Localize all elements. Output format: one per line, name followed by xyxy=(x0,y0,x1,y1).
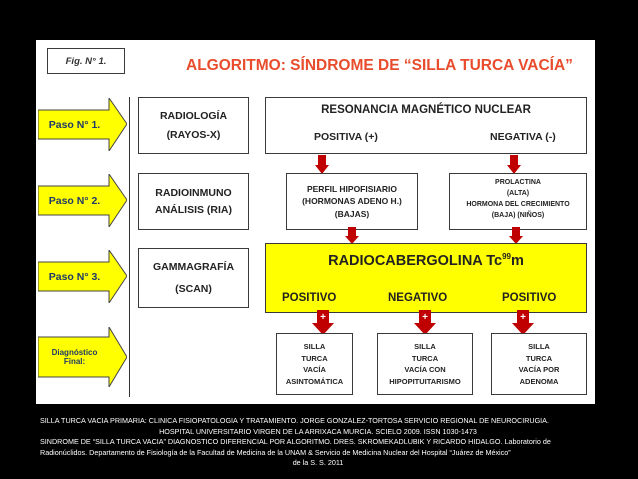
caption-line1: SILLA TURCA VACIA PRIMARIA: CLINICA FISIOPATOLOGIA Y TRATAMIENTO. JORGE GONZALEZ-TORTOSA SERVICIO REGIONAL DE NEUROCIRUGIA. xyxy=(40,416,549,425)
final-label-line1: Diagnóstico xyxy=(51,348,98,357)
final-2-line1: SILLA xyxy=(414,342,436,351)
radioinmuno-line1: RADIOINMUNO xyxy=(155,186,232,199)
final-box-asintomatica xyxy=(276,333,353,395)
perfil-line1: PERFIL HIPOFISIARIO xyxy=(306,183,398,194)
final-2-line3: VACÍA CON xyxy=(404,365,446,374)
radioinmuno-box xyxy=(138,173,249,230)
final-1-line1: SILLA xyxy=(303,342,326,351)
plus-sign-2: + xyxy=(422,312,428,323)
gammagrafia-box xyxy=(138,248,249,308)
step-2-label: Paso N° 2. xyxy=(48,194,101,207)
radiologia-line1: RADIOLOGÍA xyxy=(159,109,228,122)
plus-sign-3: + xyxy=(520,312,526,323)
final-3-line3: VACÍA POR xyxy=(518,365,560,374)
plus-arrow-2 xyxy=(414,310,436,335)
final-1-line3: VACÍA xyxy=(303,365,326,374)
radiocabergolina-text: RADIOCABERGOLINA Tc xyxy=(328,252,503,269)
step-3-label: Paso N° 3. xyxy=(48,270,101,283)
gammagrafia-line2: (SCAN) xyxy=(175,283,212,295)
final-label-line2: Final: xyxy=(63,357,86,366)
result-negativo: NEGATIVO xyxy=(388,292,448,304)
fig-label: Fig. N° 1. xyxy=(47,48,125,74)
arrow-prolactina-down xyxy=(509,227,523,244)
plus-arrow-3 xyxy=(512,310,534,335)
radiologia-line2: (RAYOS-X) xyxy=(166,128,221,141)
resonancia-positiva: POSITIVA (+) xyxy=(314,131,378,143)
final-2-line2: TURCA xyxy=(411,353,439,363)
resonancia-title: RESONANCIA MAGNÉTICO NUCLEAR xyxy=(321,104,531,116)
radiologia-box xyxy=(138,97,249,154)
left-divider-line xyxy=(129,97,130,397)
result-positivo-1: POSITIVO xyxy=(282,292,337,304)
diagram-title: ALGORITMO: SÍNDROME DE “SILLA TURCA VACÍA” xyxy=(186,57,573,74)
final-2-line4: HIPOPITUITARISMO xyxy=(389,376,461,386)
final-3-line4: ADENOMA xyxy=(519,376,559,386)
step-2-arrow xyxy=(38,174,127,227)
caption xyxy=(40,416,596,469)
plus-arrow-1 xyxy=(312,310,334,335)
final-diagnosis-arrow xyxy=(38,327,127,387)
perfil-line3: (BAJAS) xyxy=(334,208,370,219)
radiocabergolina-box xyxy=(265,243,587,313)
caption-line3: SINDROME DE “SILLA TURCA VACIA” DIAGNOSTICO DIFERENCIAL POR ALGORITMO. DRES. SKROMEKADLUBIK Y RICARDO HIDALGO. Laboratorio de xyxy=(40,437,551,446)
caption-line4: Radionúclidos. Departamento de Fisiología de la Facultad de Medicina de la UNAM & Servicio de Medicina Nuclear del Hospital “Juárez de México” xyxy=(40,447,511,457)
final-box-hipopituitarismo xyxy=(377,333,473,395)
perfil-hipofisiario-box xyxy=(286,173,418,230)
caption-line2: HOSPITAL UNIVERSITARIO VIRGEN DE LA ARRIXACA MURCIA. SCIELO 2009. ISSN 1030-1473 xyxy=(159,426,477,436)
gammagrafia-line1: GAMMAGRAFÍA xyxy=(152,261,235,273)
final-box-adenoma xyxy=(491,333,587,395)
final-3-line1: SILLA xyxy=(528,342,550,351)
radioinmuno-line2: ANÁLISIS (RIA) xyxy=(155,203,232,216)
perfil-line2: (HORMONAS ADENO H.) xyxy=(302,196,402,207)
resonancia-negativa: NEGATIVA (-) xyxy=(490,131,556,143)
final-3-line2: TURCA xyxy=(525,353,553,363)
prolactina-line4: (BAJA) (NIÑOS) xyxy=(491,212,545,219)
figure-slide xyxy=(36,40,595,404)
radiocabergolina-label xyxy=(266,252,586,269)
step-1-label: Paso N° 1. xyxy=(48,118,101,131)
final-1-line4: ASINTOMÁTICA xyxy=(285,376,344,386)
final-1-line2: TURCA xyxy=(301,353,328,363)
prolactina-line3: HORMONA DEL CRECIMIENTO xyxy=(466,201,570,208)
radiocabergolina-superscript: 99 xyxy=(502,252,511,261)
prolactina-line2: (ALTA) xyxy=(506,190,530,197)
arrow-negativa-down xyxy=(507,155,521,174)
radiocabergolina-suffix: m xyxy=(511,252,524,269)
prolactina-box xyxy=(449,173,587,230)
arrow-positiva-down xyxy=(315,155,329,174)
prolactina-line1: PROLACTINA xyxy=(495,179,541,186)
step-3-arrow xyxy=(38,250,127,303)
result-positivo-2: POSITIVO xyxy=(502,292,557,304)
caption-line5: de la S. S. 2011 xyxy=(292,458,344,467)
plus-sign-1: + xyxy=(320,312,326,323)
arrow-perfil-down xyxy=(345,227,359,244)
step-1-arrow xyxy=(38,98,127,151)
resonancia-box xyxy=(265,97,587,154)
